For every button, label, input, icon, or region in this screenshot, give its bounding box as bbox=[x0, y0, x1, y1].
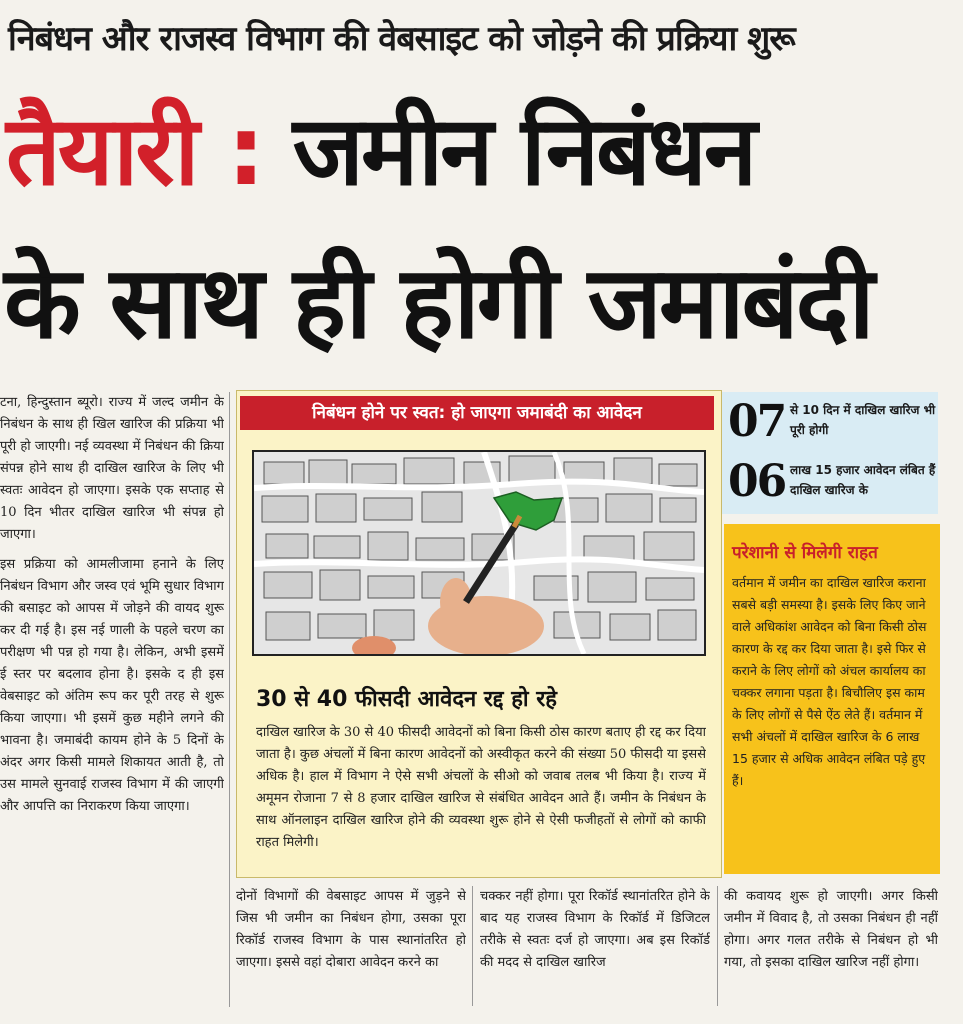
stat-text: से 10 दिन में दाखिल खारिज भी पूरी होगी bbox=[790, 403, 936, 437]
main-headline-line1 bbox=[6, 76, 956, 226]
column-divider bbox=[717, 886, 718, 1006]
column-divider bbox=[229, 392, 230, 1007]
article-paragraph: टना, हिन्दुस्तान ब्यूरो। राज्य में जल्द जमीन के निबंधन के साथ ही खिल खारिज की प्रक्रिया भी पूरी हो जाएगी। नई व्यवस्था में निबंधन की क्रिया संपन्न होने साथ ही दाखिल खारिज के लिए भी स्वतः आवेदन हो जाएगा। इसके एक सप्ताह से 10 दिन भीतर दाखिल खारिज भी संपन्न हो जाएगा। bbox=[0, 395, 224, 542]
sidebar-title: परेशानी से मिलेगी राहत bbox=[732, 543, 878, 563]
bottom-column-1: दोनों विभागों की वेबसाइट आपस में जुड़ने से जिस भी जमीन का निबंधन होगा, उसका पूरा रिकॉर्ड राजस्व विभाग के पास स्थानांतरित हो जाएगा। इससे वहां दोबारा आवेदन करने का bbox=[236, 889, 466, 970]
stat-item bbox=[728, 394, 934, 450]
headline-label: तैयारी : bbox=[6, 95, 263, 207]
land-map-photo bbox=[252, 450, 706, 656]
stat-text: लाख 15 हजार आवेदन लंबित हैं दाखिल खारिज के bbox=[790, 463, 936, 497]
headline-text-line1: जमीन निबंधन bbox=[292, 95, 755, 207]
stat-number: 06 bbox=[728, 456, 786, 507]
bottom-column-2: चक्कर नहीं होगा। पूरा रिकॉर्ड स्थानांतरित होने के बाद यह राजस्व विभाग के रिकॉर्ड में डिजिटल तरीके से स्वतः दर्ज हो जाएगा। अब इस रिकॉर्ड की मदद से दाखिल खारिज bbox=[480, 889, 710, 970]
column-divider bbox=[472, 886, 473, 1006]
kicker-headline: निबंधन और राजस्व विभाग की वेबसाइट को जोड़ने की प्रक्रिया शुरू bbox=[8, 19, 795, 59]
cadastral-map-illustration bbox=[254, 452, 704, 654]
article-paragraph: इस प्रक्रिया को आमलीजामा हनाने के लिए निबंधन विभाग और जस्व एवं भूमि सुधार विभाग की बसाइट को आपस में जोड़ने की वायद शुरू कर दी गई है। इस नई णाली के पहले चरण का परीक्षण भी पन्न हो गया है। लेकिन, अभी इसमें ई स्तर पर बदलाव होना है। इसके द ही इस वेबसाइट को अंतिम रूप कर पूरी तरह से शुरू किया जाएगा। भी इसमें कुछ महीने लगने की भावना है। जमाबंदी कायम होने के 5 दिनों के अंदर अगर किसी मामले शिकायत आती है, तो उस मामले सुनवाई राजस्व विभाग में की जाएगी और आपत्ति का निराकरण किया जाएगा। bbox=[0, 557, 224, 814]
sidebar-body: वर्तमान में जमीन का दाखिल खारिज कराना सबसे बड़ी समस्या है। इसके लिए किए जाने वाले अधिकांश आवेदन को बिना किसी ठोस कारण के रद्द कर दिया जाता है। इसे फिर से कराने के लिए लोगों को अंचल कार्यालय का चक्कर लगाना पड़ता है। बिचौलिए इस काम के लिए लोगों से पैसे ऐंठ लेते हैं। वर्तमान में सभी अंचलों में दाखिल खारिज के 6 लाख 15 हजार से अधिक आवेदन लंबित पड़े हुए हैं। bbox=[732, 575, 927, 788]
center-subhead: 30 से 40 फीसदी आवेदन रद्द हो रहे bbox=[256, 687, 557, 712]
bottom-column-3: की कवायद शुरू हो जाएगी। अगर किसी जमीन में विवाद है, तो उसका निबंधन ही नहीं होगा। अगर गलत तरीके से निबंधन हो भी गया, तो इसका दाखिल खारिज नहीं होगा। bbox=[724, 889, 938, 970]
main-headline-line2: के साथ ही होगी जमाबंदी bbox=[4, 244, 872, 361]
stats-box bbox=[722, 392, 938, 514]
stat-number: 07 bbox=[728, 396, 786, 447]
left-article-column bbox=[0, 392, 224, 1002]
stat-item bbox=[728, 454, 934, 510]
center-body-text: दाखिल खारिज के 30 से 40 फीसदी आवेदनों को बिना किसी ठोस कारण बताए ही रद्द कर दिया जाता है। कुछ अंचलों में बिना कारण आवेदनों को अस्वीकृत करने की संख्या 50 फीसदी या इससे अधिक है। हाल में विभाग ने ऐसे सभी अंचलों के सीओ को जवाब तलब भी किया है। राज्य में अमूमन रोजाना 7 से 8 हजार दाखिल खारिज से संबंधित आवेदन आते हैं। जमीन के निबंधन के साथ ऑनलाइन दाखिल खारिज होने की व्यवस्था शुरू होने से ऐसी फजीहतों से लोगों को काफी राहत मिलेगी। bbox=[256, 725, 706, 850]
center-banner: निबंधन होने पर स्वत: हो जाएगा जमाबंदी का आवेदन bbox=[240, 396, 714, 430]
